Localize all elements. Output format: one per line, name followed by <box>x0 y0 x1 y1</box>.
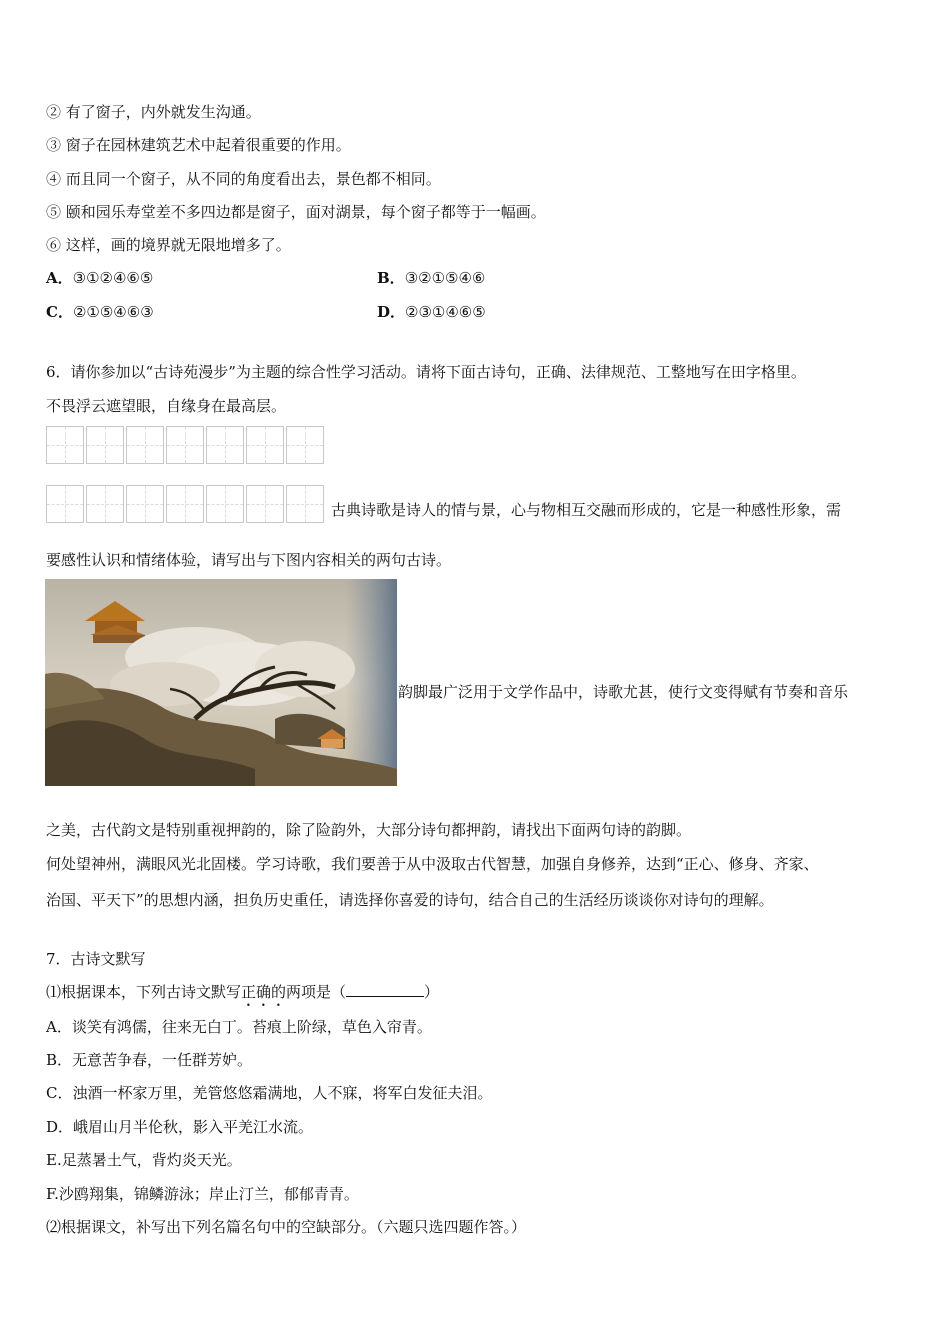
tianzige-grid-row-2[interactable] <box>46 485 324 523</box>
option-text: ③②①⑤④⑥ <box>404 269 486 287</box>
q7-option-a: A．谈笑有鸿儒，往来无白丁。苔痕上阶绿，草色入帘青。 <box>46 1018 432 1036</box>
option-text: ②③①④⑥⑤ <box>405 303 486 321</box>
q7-option-e: E.足蒸暑土气，背灼炎天光。 <box>46 1151 242 1169</box>
q6-line-3: 之美，古代韵文是特别重视押韵的，除了险韵外，大部分诗句都押韵，请找出下面两句诗的韵脚。 <box>46 821 692 839</box>
q5-item-3: ③ 窗子在园林建筑艺术中起着很重要的作用。 <box>46 136 351 154</box>
tianzige-cell[interactable] <box>246 485 284 523</box>
q7-option-b: B．无意苦争春，一任群芳妒。 <box>46 1051 253 1069</box>
q5-item-4: ④ 而且同一个窗子，从不同的角度看出去，景色都不相同。 <box>46 170 441 188</box>
q7-sub2: ⑵根据课文，补写出下列名篇名句中的空缺部分。（六题只选四题作答。） <box>46 1218 527 1236</box>
q7-sub1-close: ） <box>424 983 440 1001</box>
tianzige-cell[interactable] <box>86 485 124 523</box>
q6-after-grid-text: 古典诗歌是诗人的情与景，心与物相互交融而形成的，它是一种感性形象，需 <box>331 501 842 519</box>
tianzige-cell[interactable] <box>286 426 324 464</box>
q5-option-b <box>377 268 485 288</box>
q7-option-f: F.沙鸥翔集，锦鳞游泳；岸止汀兰，郁郁青青。 <box>46 1185 359 1203</box>
q7-sub1-emphasis: 正确的 <box>241 983 287 1001</box>
tianzige-cell[interactable] <box>126 426 164 464</box>
option-label: B． <box>377 269 405 287</box>
tianzige-cell[interactable] <box>166 426 204 464</box>
option-label: A． <box>46 269 73 287</box>
q6-intro: 6．请你参加以“古诗苑漫步”为主题的综合性学习活动。请将下面古诗句，正确、法律规范、工整地写在田字格里。 <box>46 363 806 381</box>
tianzige-cell[interactable] <box>286 485 324 523</box>
option-label: D． <box>377 303 406 321</box>
tianzige-cell[interactable] <box>246 426 284 464</box>
q7-option-c: C．浊酒一杯家万里，羌管悠悠霜满地，人不寐，将军白发征夫泪。 <box>46 1084 493 1102</box>
tianzige-cell[interactable] <box>206 485 244 523</box>
tianzige-cell[interactable] <box>46 485 84 523</box>
q5-option-a <box>46 268 153 288</box>
answer-blank[interactable] <box>346 982 424 997</box>
tianzige-cell[interactable] <box>46 426 84 464</box>
tianzige-cell[interactable] <box>86 426 124 464</box>
q7-sub1-prefix: ⑴根据课本，下列古诗文默写 <box>46 983 242 1001</box>
tianzige-grid-row-1[interactable] <box>46 426 324 464</box>
q7-sub1 <box>46 982 439 1010</box>
q6-line-2: 要感性认识和情绪体验，请写出与下图内容相关的两句古诗。 <box>46 551 452 569</box>
landscape-painting <box>45 579 397 786</box>
q7-option-d: D．峨眉山月半伦秋，影入平羌江水流。 <box>46 1118 314 1136</box>
tianzige-cell[interactable] <box>126 485 164 523</box>
option-label: C． <box>46 303 73 321</box>
tianzige-cell[interactable] <box>166 485 204 523</box>
q5-item-2: ② 有了窗子，内外就发生沟通。 <box>46 103 261 121</box>
q6-verse: 不畏浮云遮望眼，自缘身在最高层。 <box>46 397 287 415</box>
option-text: ③①②④⑥⑤ <box>72 269 154 287</box>
q6-line-4: 何处望神州，满眼风光北固楼。学习诗歌，我们要善于从中汲取古代智慧，加强自身修养，达到“正心、修身、齐家、 <box>46 855 819 873</box>
q5-item-6: ⑥ 这样，画的境界就无限地增多了。 <box>46 236 291 254</box>
q7-sub1-suffix: 两项是（ <box>286 983 347 1001</box>
q6-beside-image-text: 韵脚最广泛用于文学作品中，诗歌尤甚，使行文变得赋有节奏和音乐 <box>398 683 849 701</box>
tianzige-cell[interactable] <box>206 426 244 464</box>
option-text: ②①⑤④⑥③ <box>72 303 154 321</box>
q6-line-5: 治国、平天下”的思想内涵，担负历史重任，请选择你喜爱的诗句，结合自己的生活经历谈谈你对诗句的理解。 <box>46 891 774 909</box>
q5-item-5: ⑤ 颐和园乐寿堂差不多四边都是窗子，面对湖景，每个窗子都等于一幅画。 <box>46 203 546 221</box>
q5-option-c <box>46 302 154 322</box>
q7-title: 7．古诗文默写 <box>46 950 146 968</box>
q5-option-d <box>377 302 486 322</box>
